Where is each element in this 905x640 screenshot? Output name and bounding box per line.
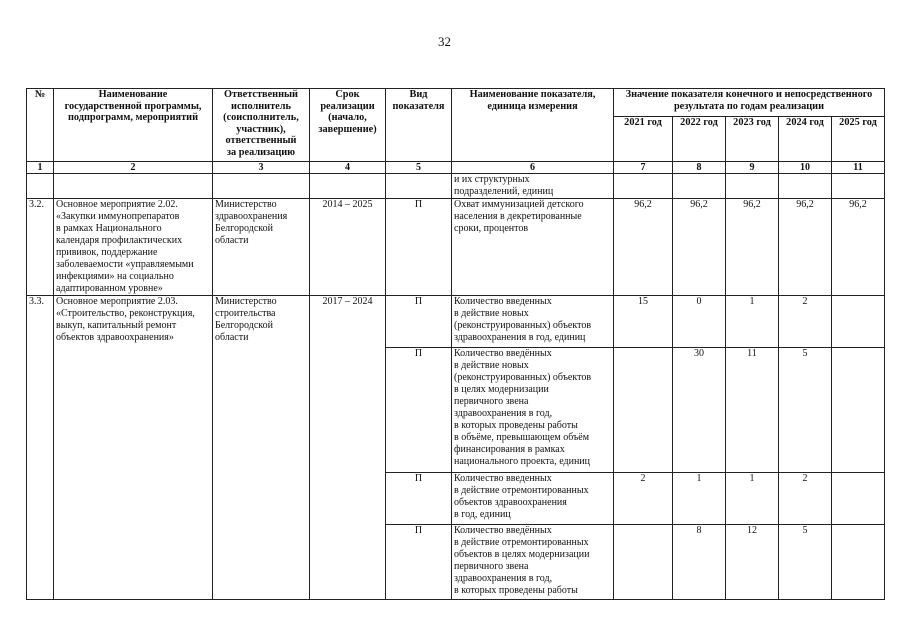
- column-numbers-row: [27, 162, 885, 174]
- header-type: Вид показателя: [386, 89, 452, 162]
- header-year-2023: 2023 год: [726, 117, 779, 162]
- table-row: [27, 174, 885, 199]
- column-number: 5: [386, 162, 452, 174]
- header-year-2025: 2025 год: [832, 117, 885, 162]
- row-number: 3.2.: [27, 199, 54, 296]
- column-number: 8: [673, 162, 726, 174]
- indicator-cell: Количество введённых в действие новых (реконструированных) объектов в целях модернизации первичного звена здравоохранения в год, в которых проведены работы в объёме, превышающем объём финансирования в рамках национального проекта, единиц: [452, 348, 614, 473]
- indicator-cell: Охват иммунизацией детского населения в декретированные сроки, процентов: [452, 199, 614, 296]
- column-number: 11: [832, 162, 885, 174]
- value-2024: 5: [779, 348, 832, 473]
- header-no: №: [27, 89, 54, 162]
- indicator-type: П: [386, 525, 452, 600]
- period: 2014 – 2025: [310, 199, 386, 296]
- column-number: 10: [779, 162, 832, 174]
- value-2021: 15: [614, 296, 673, 348]
- header-year-2024: 2024 год: [779, 117, 832, 162]
- value-2022: 96,2: [673, 199, 726, 296]
- header-year-2021: 2021 год: [614, 117, 673, 162]
- column-number: 4: [310, 162, 386, 174]
- value-2023: 1: [726, 296, 779, 348]
- indicator-cell: Количество введенных в действие отремонтированных объектов здравоохранения в год, единиц: [452, 473, 614, 525]
- executor: Министерство строительства Белгородской области: [213, 296, 310, 600]
- value-2021: 2: [614, 473, 673, 525]
- value-2025: [832, 473, 885, 525]
- header-executor: Ответственный исполнитель (соисполнитель, участник), ответственный за реализацию: [213, 89, 310, 162]
- header-year-2022: 2022 год: [673, 117, 726, 162]
- value-2023: 12: [726, 525, 779, 600]
- table-row: [27, 296, 885, 348]
- value-2023: 11: [726, 348, 779, 473]
- value-2024: 96,2: [779, 199, 832, 296]
- program-table: [26, 88, 885, 600]
- header-values-group: Значение показателя конечного и непосредственного результата по годам реализации: [614, 89, 885, 117]
- value-2025: 96,2: [832, 199, 885, 296]
- column-number: 7: [614, 162, 673, 174]
- value-2024: 2: [779, 473, 832, 525]
- column-number: 6: [452, 162, 614, 174]
- value-2024: 5: [779, 525, 832, 600]
- value-2022: 1: [673, 473, 726, 525]
- value-2021: [614, 348, 673, 473]
- indicator-cell: Количество введённых в действие отремонтированных объектов в целях модернизации первичного звена здравоохранения в год, в которых проведены работы: [452, 525, 614, 600]
- page-number: 32: [438, 34, 451, 49]
- event-name: Основное мероприятие 2.03. «Строительство, реконструкция, выкуп, капитальный ремонт объектов здравоохранения»: [54, 296, 213, 600]
- value-2022: 8: [673, 525, 726, 600]
- indicator-type: П: [386, 199, 452, 296]
- value-2023: 1: [726, 473, 779, 525]
- value-2022: 30: [673, 348, 726, 473]
- table-row: [27, 199, 885, 296]
- column-number: 9: [726, 162, 779, 174]
- value-2025: [832, 525, 885, 600]
- event-name: Основное мероприятие 2.02. «Закупки иммунопрепаратов в рамках Национального календаря профилактических прививок, поддержание заболеваемости «управляемыми инфекциями» на социально адаптированном уровне»: [54, 199, 213, 296]
- indicator-type: П: [386, 296, 452, 348]
- column-number: 2: [54, 162, 213, 174]
- value-2025: [832, 348, 885, 473]
- value-2024: 2: [779, 296, 832, 348]
- indicator-cell: Количество введенных в действие новых (реконструированных) объектов здравоохранения в год, единиц: [452, 296, 614, 348]
- indicator-type: П: [386, 348, 452, 473]
- header-name: Наименование государственной программы, подпрограмм, мероприятий: [54, 89, 213, 162]
- value-2022: 0: [673, 296, 726, 348]
- value-2021: 96,2: [614, 199, 673, 296]
- value-2025: [832, 296, 885, 348]
- header-period: Срок реализации (начало, завершение): [310, 89, 386, 162]
- value-2023: 96,2: [726, 199, 779, 296]
- row-number: 3.3.: [27, 296, 54, 600]
- period: 2017 – 2024: [310, 296, 386, 600]
- column-number: 1: [27, 162, 54, 174]
- column-number: 3: [213, 162, 310, 174]
- executor: Министерство здравоохранения Белгородской области: [213, 199, 310, 296]
- value-2021: [614, 525, 673, 600]
- indicator-cell: и их структурных подразделений, единиц: [452, 174, 614, 199]
- header-indicator: Наименование показателя, единица измерения: [452, 89, 614, 162]
- indicator-type: П: [386, 473, 452, 525]
